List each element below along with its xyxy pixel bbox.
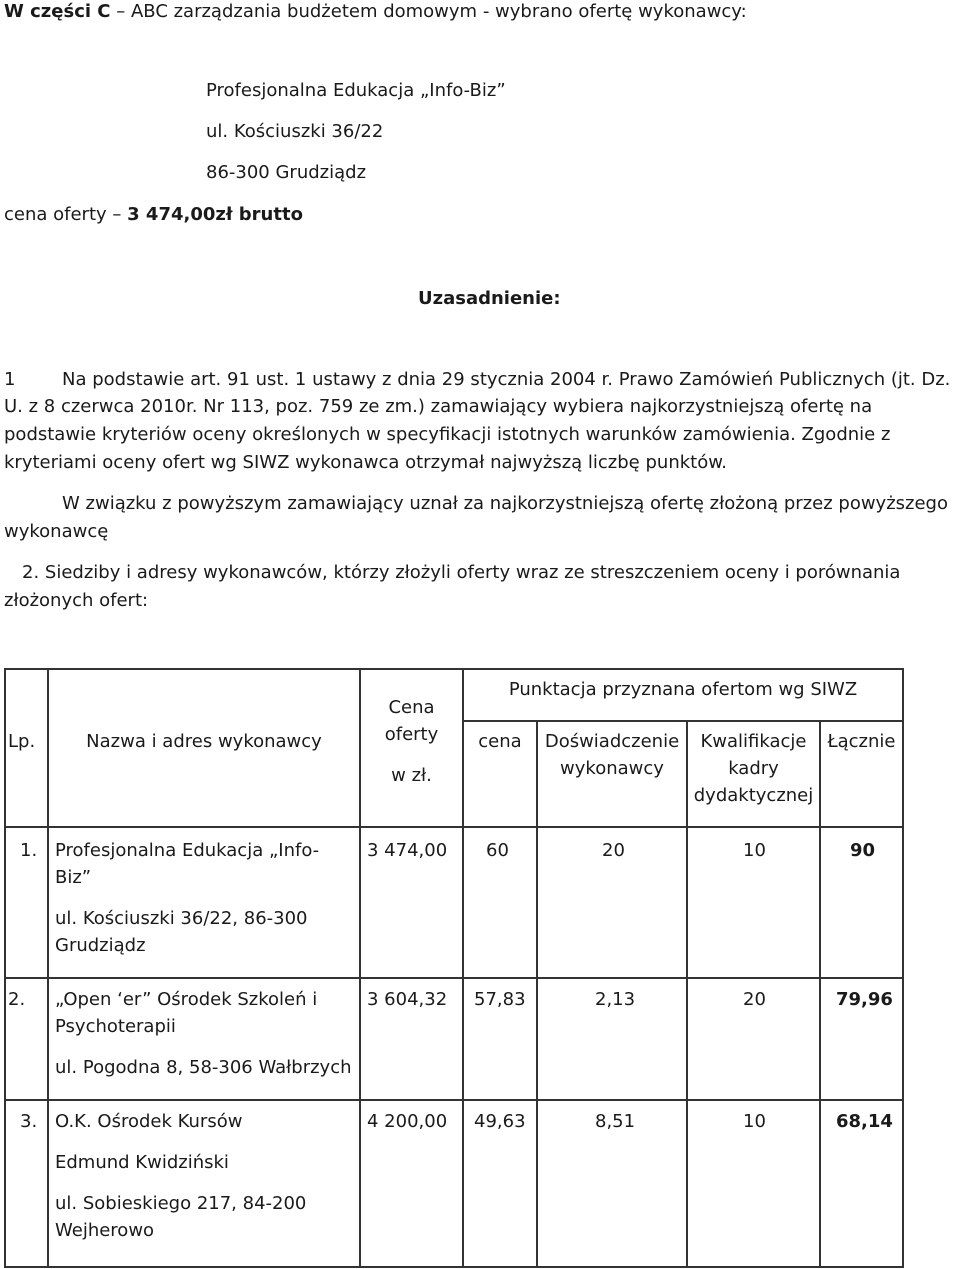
- header-price-line3: w zł.: [391, 765, 432, 786]
- table-col-qual-divider: [819, 720, 821, 1268]
- paragraph-2: W związku z powyższym zamawiający uznał za najkorzystniejszą ofertę złożoną przez powyższego wykonawcę: [4, 493, 948, 542]
- row-2-total: 79,96: [836, 989, 893, 1010]
- header-lp: Lp.: [8, 731, 36, 752]
- table-border-left: [4, 668, 6, 1268]
- table-subheader-line: [462, 720, 904, 722]
- row-3-address-line1: ul. Sobieskiego 217, 84-200: [55, 1193, 307, 1214]
- header-experience-line2: wykonawcy: [560, 758, 664, 779]
- row-3-total: 68,14: [836, 1111, 893, 1132]
- row-3-experience: 8,51: [595, 1111, 636, 1132]
- row-1-name-line2: Biz”: [55, 867, 92, 888]
- row-1-address-line1: ul. Kościuszki 36/22, 86-300: [55, 908, 308, 929]
- row-3-name-line1: O.K. Ośrodek Kursów: [55, 1111, 243, 1132]
- paragraph-number: 1: [4, 369, 16, 390]
- row-1-address-line2: Grudziądz: [55, 935, 146, 956]
- row-1-name-line1: Profesjonalna Edukacja „Info-: [55, 840, 320, 861]
- header-total: Łącznie: [827, 731, 896, 752]
- row-2-cena: 57,83: [474, 989, 526, 1010]
- table-border-bottom: [4, 1266, 904, 1268]
- header-price-line2: oferty: [384, 724, 439, 745]
- row-3-qualifications: 10: [743, 1111, 766, 1132]
- table-header-bottom: [4, 826, 904, 828]
- header-qualifications-line3: dydaktycznej: [693, 785, 814, 806]
- header-cena: cena: [478, 731, 522, 752]
- part-label: W części C: [4, 1, 111, 22]
- row-1-qualifications: 10: [743, 840, 766, 861]
- table-col-price-divider: [462, 668, 464, 1268]
- row-3-lp: 3.: [20, 1111, 38, 1132]
- header-qualifications-line2: kadry: [728, 758, 779, 779]
- winner-name: Profesjonalna Edukacja „Info-Biz”: [206, 80, 506, 101]
- row-1-lp: 1.: [20, 840, 38, 861]
- table-border-right: [902, 668, 904, 1268]
- row-2-price: 3 604,32: [367, 989, 448, 1010]
- table-row-2-bottom: [4, 1099, 904, 1101]
- justification-heading: Uzasadnienie:: [418, 288, 561, 309]
- header-qualifications-line1: Kwalifikacje: [700, 731, 807, 752]
- price-label: cena oferty –: [4, 204, 122, 225]
- table-col-cena-divider: [536, 720, 538, 1268]
- row-3-name-line2: Edmund Kwidziński: [55, 1152, 229, 1173]
- row-3-address-line2: Wejherowo: [55, 1220, 155, 1241]
- header-points-group: Punktacja przyznana ofertom wg SIWZ: [508, 679, 858, 700]
- paragraph-1-lead: Na podstawie art. 91 ust. 1 ustawy z dnia 29 stycznia 2004 r. Prawo Zamówień Publicznych (jt. Dz.: [62, 369, 951, 390]
- table-border-top: [4, 668, 904, 670]
- row-2-name-line1: „Open ‘er” Ośrodek Szkoleń i: [55, 989, 318, 1010]
- winner-city: 86-300 Grudziądz: [206, 162, 367, 183]
- paragraph-3: 2. Siedziby i adresy wykonawców, którzy złożyli oferty wraz ze streszczeniem oceny i porównania złożonych ofert:: [4, 562, 901, 611]
- row-1-cena: 60: [486, 840, 509, 861]
- part-heading: [4, 0, 747, 26]
- row-2-qualifications: 20: [743, 989, 766, 1010]
- table-col-name-divider: [359, 668, 361, 1268]
- row-2-experience: 2,13: [595, 989, 636, 1010]
- winner-price: [4, 201, 303, 229]
- part-description: – ABC zarządzania budżetem domowym - wybrano ofertę wykonawcy:: [116, 1, 747, 22]
- header-name: Nazwa i adres wykonawcy: [86, 731, 322, 752]
- row-1-price: 3 474,00: [367, 840, 448, 861]
- price-value: 3 474,00zł brutto: [127, 204, 303, 225]
- header-price-line1: Cena: [388, 697, 435, 718]
- row-2-address-line1: ul. Pogodna 8, 58-306 Wałbrzych: [55, 1057, 352, 1078]
- paragraph-1-rest: U. z 8 czerwca 2010r. Nr 113, poz. 759 ze zm.) zamawiający wybiera najkorzystniejszą ofertę na podstawie kryteriów oceny określonych w specyfikacji istotnych warunków zamówienia. Zgodnie z kryteriami oceny ofert wg SIWZ wykonawca otrzymał najwyższą liczbę punktów.: [4, 396, 891, 473]
- row-1-experience: 20: [602, 840, 625, 861]
- header-experience-line1: Doświadczenie: [544, 731, 680, 752]
- winner-street: ul. Kościuszki 36/22: [206, 121, 384, 142]
- table-col-lp-divider: [47, 668, 49, 1268]
- row-1-total: 90: [850, 840, 876, 861]
- table-row-1-bottom: [4, 977, 904, 979]
- row-3-cena: 49,63: [474, 1111, 526, 1132]
- row-2-lp: 2.: [8, 989, 26, 1010]
- row-3-price: 4 200,00: [367, 1111, 448, 1132]
- row-2-name-line2: Psychoterapii: [55, 1016, 176, 1037]
